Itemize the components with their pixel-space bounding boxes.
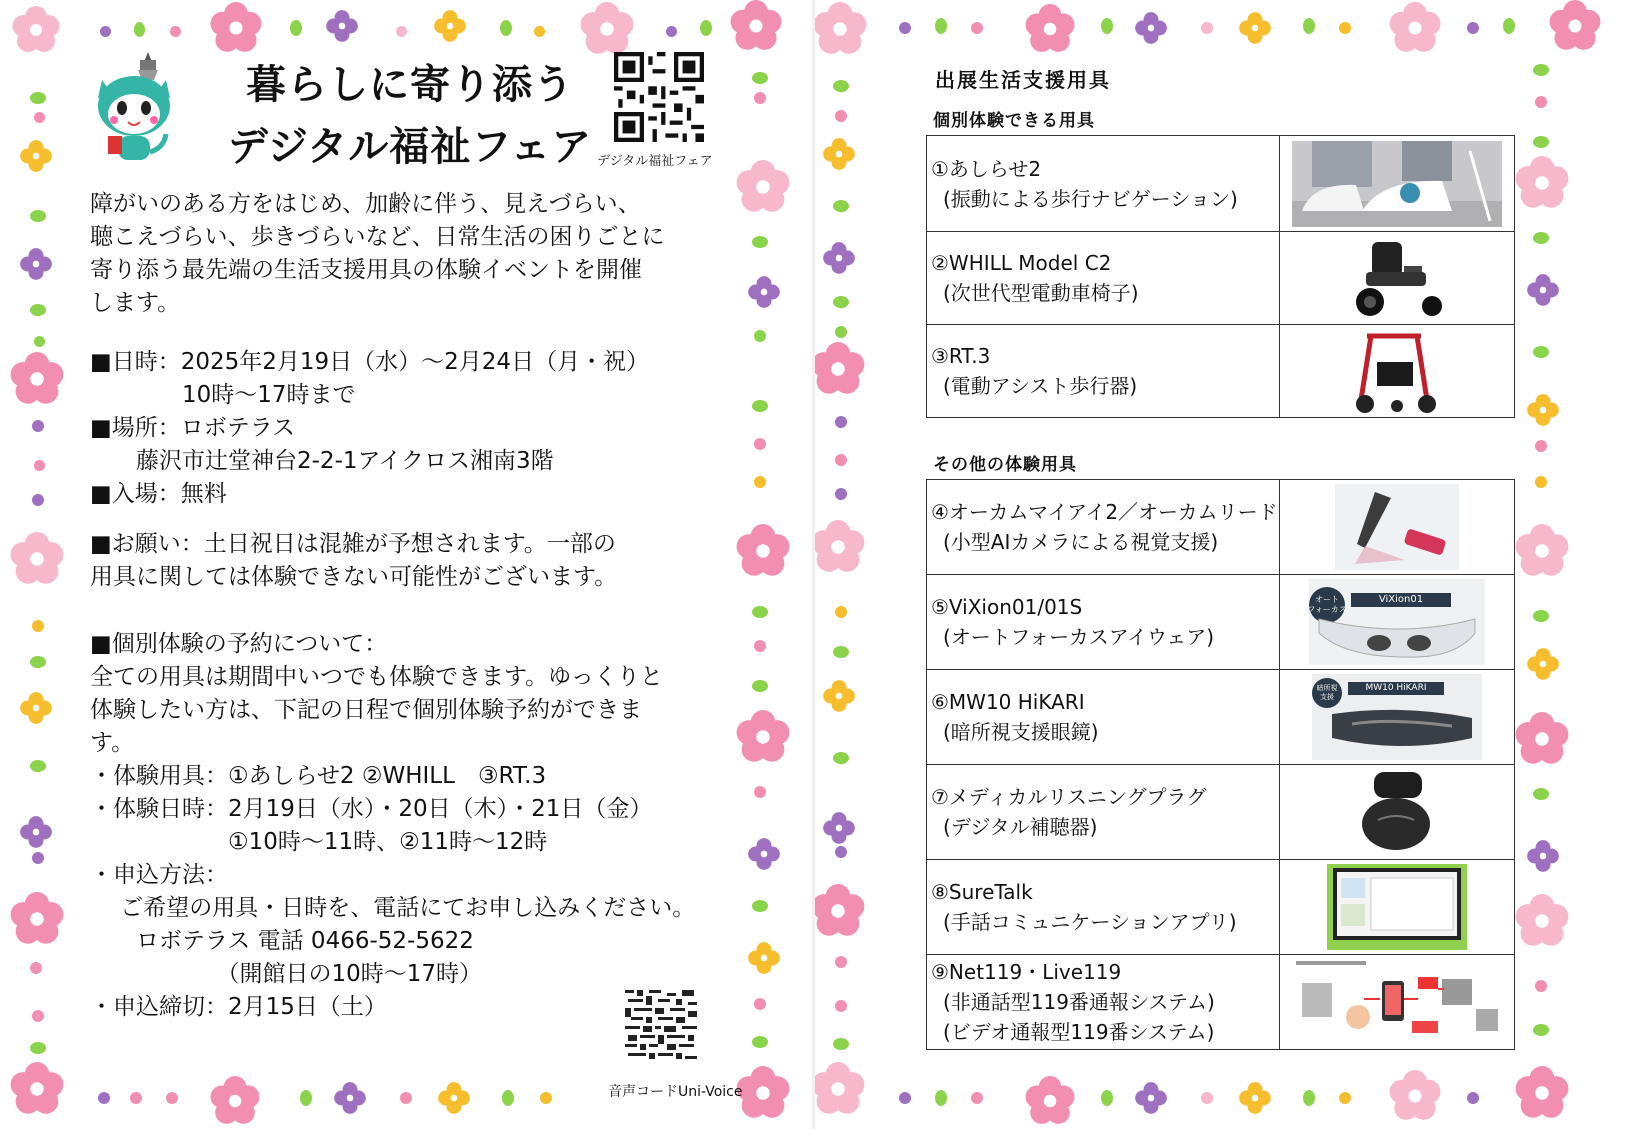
dot [752,1036,768,1048]
dot [835,454,847,466]
dot [396,26,407,37]
flower-icon [736,710,790,764]
equipment-name-cell [927,232,1280,325]
dot [752,900,768,912]
dot [935,18,947,34]
dot [32,420,44,432]
dot [666,26,677,37]
dot [1535,96,1547,108]
event-info [90,346,720,511]
table-row [927,232,1515,325]
dot [30,962,42,974]
whill-photo [1342,236,1452,320]
equipment-name-cell [927,955,1280,1050]
dot [754,330,766,342]
flower-icon [815,884,865,938]
equipment-desc: (非通話型119番通報システム) [943,990,1215,1014]
table-row [927,480,1515,575]
orcam-photo [1335,484,1459,570]
dot [752,72,768,84]
dot [500,20,512,36]
dot [835,846,847,858]
vixion-badge: オート フォーカス [1309,587,1345,623]
dot [30,304,46,316]
flower-icon [1523,836,1563,876]
equipment-desc: (暗所視支援眼鏡) [943,720,1099,744]
equipment-photo-cell [1279,765,1514,860]
dot [1201,1092,1213,1104]
equipment-name: ⑥MW10 HiKARI [931,690,1085,714]
dot [835,606,847,618]
equipment-name: ④オーカムマイアイ2／オーカムリード [931,500,1278,524]
reservation-line: ロボテラス 電話 0466-52-5622 [90,928,474,954]
flower-icon [330,1078,370,1118]
dot [1535,980,1547,992]
voice-code[interactable] [622,986,700,1066]
dot [1535,476,1547,488]
equipment-name: ⑨Net119・Live119 [931,960,1122,984]
qr-caption: デジタル福祉フェア [597,154,713,169]
dot [170,26,181,37]
dot [166,1092,178,1104]
equipment-desc: (手話コミュニケーションアプリ) [943,910,1237,934]
dot [130,1092,142,1104]
dot [754,476,766,488]
reservation-line: ・体験日時：2月19日（水）・20日（木）・21日（金） [90,796,653,822]
other-heading: その他の体験用具 [933,455,1077,475]
flower-icon [730,0,782,52]
equipment-name-cell [927,325,1280,418]
hearing-aid-photo [1352,768,1442,856]
dot [30,1042,46,1054]
equipment-photo-cell [1279,860,1514,955]
equipment-name-cell [927,765,1280,860]
dot [1467,22,1479,34]
flower-icon [1515,1066,1569,1120]
dot [400,1092,412,1104]
dot [1303,18,1315,34]
table-row [927,136,1515,232]
individual-heading: 個別体験できる用具 [933,111,1095,131]
dot [32,1010,44,1022]
flower-icon [815,520,865,574]
dot [100,26,111,37]
vixion-tag: ViXion01 [1351,593,1451,607]
table-row [927,860,1515,955]
dot [833,200,849,212]
dot [1503,18,1515,34]
flower-icon [819,238,859,278]
mw10-badge: 暗所視 支援 [1312,678,1342,708]
dot [30,210,46,222]
flower-icon [1523,270,1563,310]
dot [754,438,766,450]
reservation-section [90,628,720,1024]
equipment-photo-cell [1279,575,1514,670]
table-row [927,575,1515,670]
qr-code[interactable] [614,52,704,142]
dot [32,494,44,506]
flower-icon [1523,390,1563,430]
flower-icon [1523,644,1563,684]
dot [1467,1092,1479,1104]
dot [98,1092,110,1104]
equipment-name-cell [927,136,1280,232]
flower-icon [1235,8,1275,48]
flower-icon [10,1062,64,1116]
dot [1101,1090,1113,1106]
dot [1533,1024,1549,1036]
dot [1535,440,1547,452]
equipment-name-cell [927,670,1280,765]
ashirase-photo [1292,141,1502,227]
flower-icon [1025,1076,1075,1126]
reservation-line: ・申込締切：2月15日（土） [90,994,387,1020]
equipment-name-cell [927,480,1280,575]
equipment-photo-cell [1279,325,1515,418]
flower-icon [322,6,362,46]
dot [899,1092,911,1104]
dot [754,92,766,104]
equipment-name: ①あしらせ2 [931,156,1042,181]
dot [34,336,45,347]
info-line: ■場所：ロボテラス [90,415,296,441]
dot [502,1090,514,1106]
dot [833,296,849,308]
intro-line: 寄り添う最先端の生活支援用具の体験イベントを開催 [90,257,642,283]
reservation-line: ご希望の用具・日時を、電話にてお申し込みください。 [90,895,696,921]
equipment-heading: 出展生活支援用具 [935,68,1111,92]
equipment-name-cell [927,575,1280,670]
equipment-name: ⑤ViXion01/01S [931,595,1083,619]
equipment-name: ③RT.3 [931,344,991,368]
equipment-desc: (オートフォーカスアイウェア) [943,625,1215,649]
dot [1533,346,1549,358]
dot [835,110,847,122]
dot [1533,232,1549,244]
table-row [927,325,1515,418]
rt3-photo [1347,328,1447,414]
dot [835,326,847,338]
flower-icon [819,134,859,174]
dot [32,620,44,632]
dot [34,112,45,123]
equipment-desc: (電動アシスト歩行器) [943,374,1138,398]
reservation-line: ・体験用具：①あしらせ2 ②WHILL ③RT.3 [90,763,547,789]
flower-icon [1515,712,1569,766]
dot [1533,788,1549,800]
dot [833,752,849,764]
dot [833,646,849,658]
flower-icon [580,2,634,56]
dot [835,956,847,968]
dot [935,1090,947,1106]
dot [1339,1092,1351,1104]
reservation-line: 体験したい方は、下記の日程で個別体験予約ができま [90,697,642,723]
flower-icon [736,524,790,578]
info-line: 10時～17時まで [90,382,356,408]
dot [754,640,766,652]
individual-equipment-table [926,135,1515,418]
dot [971,1092,983,1104]
notice-line: 用具に関しては体験できない可能性がございます。 [90,564,618,590]
flower-icon [1235,1078,1275,1118]
equipment-name: ⑧SureTalk [931,880,1033,904]
dot [1533,610,1549,622]
flower-icon [1131,8,1171,48]
suretalk-photo [1327,864,1467,950]
reservation-line: （開館日の10時～17時） [90,961,483,987]
flower-icon [815,1062,865,1116]
equipment-name: ⑦メディカルリスニングプラグ [931,785,1207,809]
dot [754,786,766,798]
equipment-photo-cell [1279,232,1515,325]
mw10-tag: MW10 HiKARI [1348,682,1444,695]
dot [1303,1090,1315,1106]
dot [1533,136,1549,148]
reservation-line: ①10時～11時、②11時～12時 [90,829,548,855]
flower-icon [16,812,56,852]
dot [290,20,302,36]
dot [34,460,45,471]
notice [90,528,720,594]
intro-line: します。 [90,290,181,316]
dot [1339,22,1351,34]
dot [752,606,768,618]
equipment-photo-cell [1279,955,1514,1050]
flower-icon [12,6,60,54]
intro-line: 障がいのある方をはじめ、加齢に伴う、見えづらい、 [90,191,641,217]
dot [971,22,983,34]
dot [30,760,46,772]
flower-icon [210,1076,260,1126]
flower-icon [744,938,784,978]
dot [1101,18,1113,34]
other-equipment-table [926,479,1515,1050]
flower-icon [10,352,64,406]
flower-icon [10,532,64,586]
flower-icon [1131,1078,1171,1118]
page-title [200,54,620,178]
flower-icon [1515,894,1569,948]
dot [752,236,768,248]
info-line: ■入場：無料 [90,481,227,507]
flower-icon [16,244,56,284]
flower-icon [16,688,56,728]
intro-paragraph [90,188,720,320]
equipment-name-cell [927,860,1280,955]
dot [32,852,44,864]
equipment-desc: (振動による歩行ナビゲーション) [943,186,1238,211]
equipment-desc: (デジタル補聴器) [943,815,1098,839]
dot [134,22,145,37]
dot [754,998,766,1010]
dot [835,1000,847,1012]
reservation-line: す。 [90,730,135,756]
dot [833,1038,849,1050]
equipment-photo-cell [1279,136,1515,232]
flower-icon [1389,2,1441,54]
flower-icon [819,808,859,848]
flower-icon [1515,524,1569,578]
notice-line: ■お願い：土日祝日は混雑が予想されます。一部の [90,531,616,557]
flower-icon [1549,0,1601,52]
reservation-line: ■個別体験の予約について： [90,631,388,657]
flower-icon [815,2,867,56]
flower-icon [430,6,470,46]
goggles-icon [1312,698,1482,760]
flower-icon [744,272,784,312]
info-line: 藤沢市辻堂神台2-2-1アイクロス湘南3階 [90,448,554,474]
flower-icon [1389,1070,1441,1122]
reservation-line: ・申込方法： [90,862,228,888]
mascot-image [88,48,184,168]
glasses-icon [1309,609,1485,663]
table-row [927,765,1515,860]
flower-icon [210,2,262,54]
dot [835,416,847,428]
table-row [927,670,1515,765]
dot [534,26,545,37]
equipment-photo-cell [1279,480,1514,575]
dot [300,1090,312,1106]
flower-icon [819,676,859,716]
dot [700,20,712,36]
title-line-2: デジタル福祉フェア [227,124,593,170]
flower-icon [736,1066,790,1120]
dot [30,92,46,104]
flower-icon [1515,156,1569,210]
flower-icon [736,160,790,214]
mw10-photo [1312,674,1482,760]
flower-icon [10,892,64,946]
table-row [927,955,1515,1050]
flyer-page [0,0,812,1129]
vixion-photo [1309,579,1485,665]
voice-code-caption: 音声コードUni-Voice [608,1084,743,1100]
equipment-desc: (ビデオ通報型119番システム) [943,1020,1215,1044]
reservation-line: 全ての用具は期間中いつでも体験できます。ゆっくりと [90,664,663,690]
equipment-name: ②WHILL Model C2 [931,251,1112,275]
dot [833,80,849,92]
flower-icon [434,1078,474,1118]
dot [1533,64,1549,76]
flower-icon [815,342,865,396]
dot [752,400,768,412]
dot [30,656,46,668]
dot [540,1092,552,1104]
flower-icon [1025,4,1075,54]
dot [752,680,768,692]
intro-line: 聴こえづらい、歩きづらいなど、日常生活の困りごとに [90,224,665,250]
equipment-photo-cell [1279,670,1514,765]
dot [899,22,911,34]
flower-icon [16,136,56,176]
dot [835,488,847,500]
dot [1201,22,1213,34]
equipment-desc: (小型AIカメラによる視覚支援) [943,530,1219,554]
equipment-desc: (次世代型電動車椅子) [943,281,1139,305]
info-line: ■日時：2025年2月19日（水）～2月24日（月・祝） [90,349,650,375]
title-line-1: 暮らしに寄り添う [246,62,574,108]
flower-icon [744,834,784,874]
net119-diagram [1292,959,1502,1045]
